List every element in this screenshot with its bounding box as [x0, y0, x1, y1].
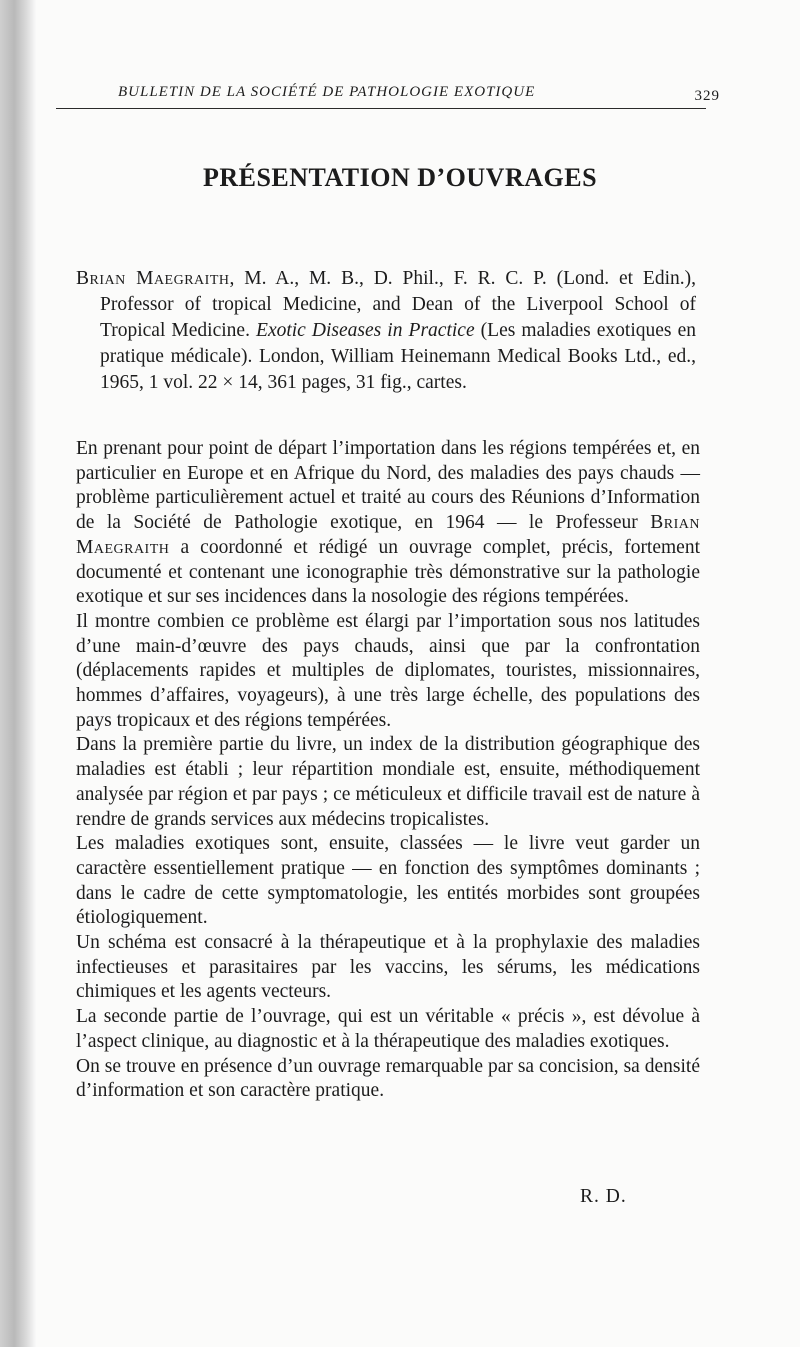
- citation-text: [76, 266, 696, 396]
- paragraph-6: La seconde partie de l’ouvrage, qui est un véritable « précis », est dévolue à l’aspect clinique, au diagnostic et à la thérapeutique des maladies exotiques.: [76, 1006, 700, 1052]
- running-header: [80, 84, 720, 104]
- paragraph-5: Un schéma est consacré à la thérapeutique et à la prophylaxie des maladies infectieuses et parasitaires par les vaccins, les sérums, les médications chimiques et les agents vecteurs.: [76, 932, 700, 1003]
- reviewer-signature: R. D.: [580, 1186, 627, 1207]
- citation-author: Brian Maegraith: [76, 268, 230, 289]
- citation-work-title: Exotic Diseases in Practice: [256, 320, 475, 341]
- paragraph-2: Il montre combien ce problème est élargi par l’importation sous nos latitudes d’une main-d’œuvre des pays chauds, ainsi que par la confrontation (déplacements rapides et multiples de diplomates, touristes, missionnaires, hommes d’affaires, voyageurs), à une très large échelle, des populations des pays tropicaux et des régions tempérées.: [76, 610, 700, 731]
- journal-title: BULLETIN DE LA SOCIÉTÉ DE PATHOLOGIE EXOTIQUE: [118, 84, 536, 100]
- paragraph-1-start: En prenant pour point de départ l’importation dans les régions tempérées et, en particulier en Europe et en Afrique du Nord, des maladies des pays chauds — problème particulièrement actuel et traité au cours des Réunions d’Information de la Société de Pathologie exotique, en 1964 — le Professeur: [76, 438, 700, 534]
- paragraph-7: On se trouve en présence d’un ouvrage remarquable par sa concision, sa densité d’information et son caractère pratique.: [76, 1055, 700, 1102]
- header-rule: [56, 108, 706, 109]
- page-number: 329: [694, 88, 720, 104]
- section-title: PRÉSENTATION D’OUVRAGES: [202, 163, 598, 192]
- paragraph-4: Les maladies exotiques sont, ensuite, classées — le livre veut garder un caractère essentiellement pratique — en fonction des symptômes dominants ; dans le cadre de cette symptomatologie, les entités morbides sont groupées étiologiquement.: [76, 833, 700, 929]
- paragraph-3: Dans la première partie du livre, un index de la distribution géographique des maladies est établi ; leur répartition mondiale est, ensuite, méthodiquement analysée par région et par pays ; ce méticuleux et difficile travail est de nature à rendre de grands services aux médecins tropicalistes.: [76, 734, 700, 830]
- citation-credentials: , M. A., M. B., D. Phil., F. R. C. P. (Lond. et Edin.), Professor of tropical Medicine, and Dean of the Liverpool School of Tropical Medicine.: [100, 268, 696, 341]
- citation-publication: (Les maladies exotiques en pratique médicale). London, William Heinemann Medical Books Ltd., ed., 1965, 1 vol. 22 × 14, 361 pages, 31 fig., cartes.: [100, 320, 696, 393]
- book-spine-shadow: [0, 0, 36, 1347]
- book-citation: [76, 266, 696, 396]
- paragraph-1-author: Brian Maegraith: [76, 512, 700, 558]
- review-body: [76, 437, 700, 1104]
- paragraph-1: [76, 437, 700, 610]
- paragraph-1-end: a coordonné et rédigé un ouvrage complet, précis, fortement documenté et contenant une iconographie très démonstrative sur la pathologie exotique et sur ses incidences dans la nosologie des régions tempérées.: [76, 536, 700, 608]
